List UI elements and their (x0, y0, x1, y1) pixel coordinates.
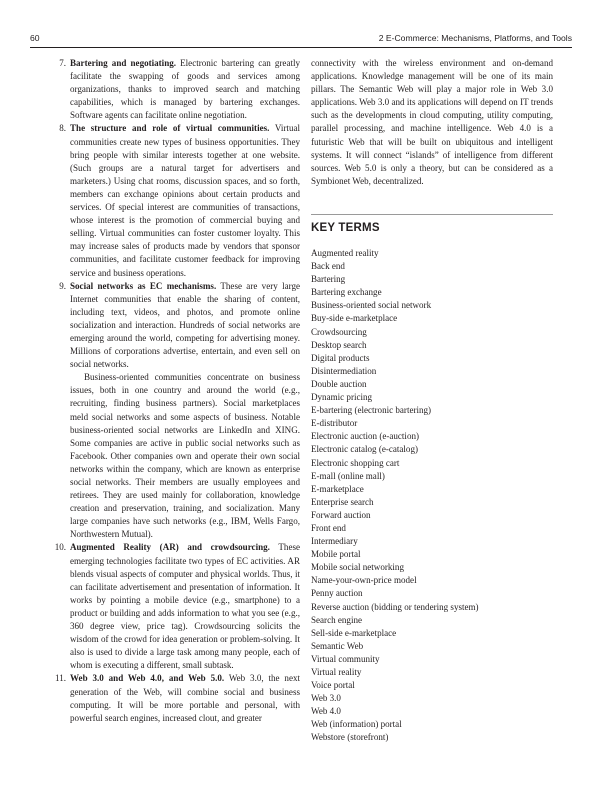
key-term: Web 3.0 (311, 693, 341, 704)
key-term: E-bartering (electronic bartering) (311, 405, 432, 416)
key-term: Mobile portal (311, 549, 361, 560)
key-term: Web (information) portal (311, 719, 402, 730)
key-term: Double auction (311, 378, 367, 389)
item-number: 11. (55, 673, 66, 684)
key-term: Intermediary (311, 536, 358, 547)
key-term: Business-oriented social network (311, 300, 432, 311)
item-body: Virtual communities create new types of business opportunities. They bring people with similar interests together at one website. (Such groups are a natural target for advertisers and marketers.) Using chat rooms, discussion spaces, and so forth, members can exchange opinions about certain products and services. Of special interest are communities of transactions, whose interest is the promotion of commercial buying and selling. Virtual communities can foster customer loyalty. This may increase sales of products made by vendors that sponsor communities, and facilitate customer feedback for improving service and business operations. (70, 123, 300, 278)
key-term: Bartering (311, 274, 346, 285)
running-title: 2 E-Commerce: Mechanisms, Platforms, and Tools (378, 33, 572, 43)
key-term: Voice portal (311, 680, 355, 691)
running-header (30, 33, 572, 47)
item-lead: Bartering and negotiating. (70, 58, 177, 68)
key-terms-list (311, 247, 479, 745)
item-lead: Social networks as EC mechanisms. (70, 280, 217, 291)
key-term: Buy-side e-marketplace (311, 313, 398, 324)
item-lead: Web 3.0 and Web 4.0, and Web 5.0. (70, 673, 225, 684)
item-body: Electronic bartering can greatly facilitate the swapping of goods and services among organizations, thanks to improved search and matching capabilities, which is managed by bartering exchanges. Software agents can facilitate online negotiation. (70, 58, 301, 121)
key-term: Bartering exchange (311, 287, 382, 298)
key-term: Desktop search (311, 339, 367, 350)
summary-item-8 (46, 122, 300, 279)
key-term: Semantic Web (311, 640, 364, 651)
continued-text: connectivity with the wireless environment and on-demand applications. Knowledge management will be one of its main pillars. The Semantic Web will play a major role in Web 3.0 applications. Web 3.0 and its applications will depend on IT trends such as the developments in cloud computing, utility computing, parallel processing, and machine intelligence. Web 4.0 is a futuristic Web that will be built on ubiquitous and intelligent systems. It will connect “islands” of intelligence from different sources. Web 5.0 is only a theory, but can be considered as a Symbionet Web, decentralized. (311, 58, 553, 186)
item-number: 8. (59, 123, 66, 134)
item-body: Web 3.0, the next generation of the Web, will combine social and business computing. It will be more portable and personal, with powerful search engines, increased clout, and greater (70, 673, 300, 723)
key-term: Sell-side e-marketplace (311, 627, 397, 638)
key-term: Electronic shopping cart (311, 457, 400, 468)
key-term: Electronic auction (e-auction) (311, 431, 420, 442)
item-lead: The structure and role of virtual communities. (70, 123, 270, 134)
item-lead: Augmented Reality (AR) and crowdsourcing. (70, 542, 270, 553)
key-terms-heading: KEY TERMS (311, 222, 380, 234)
item-text (70, 541, 300, 672)
key-term: Virtual reality (311, 667, 362, 677)
page-number: 60 (30, 33, 40, 43)
key-term: Mobile social networking (311, 562, 404, 573)
key-term: Electronic catalog (e-catalog) (311, 444, 418, 455)
summary-item-7 (46, 57, 300, 122)
key-term: Digital products (311, 352, 370, 363)
summary-item-11 (46, 672, 300, 724)
item-number: 10. (54, 542, 66, 553)
key-term: Augmented reality (311, 248, 379, 258)
summary-item-10 (46, 541, 300, 672)
key-term: Enterprise search (311, 496, 374, 507)
key-term: Dynamic pricing (311, 392, 373, 403)
item-number: 9. (59, 280, 66, 291)
item-paragraph: Business-oriented communities concentrate on business issues, both in one country and around the world (e.g., recruiting, finding business partners). Social marketplaces meld social networks and some aspects of business. Notable business-oriented social networks are LinkedIn and XING. Some companies are active in public social networks such as Facebook. Other companies own and operate their own social networks within the company, which are known as enterprise social networks. Their members are usually employees and retirees. They are used mainly for collaboration, knowledge creation and preservation, training, and socialization. Many large companies have such networks (e.g., IBM, Wells Fargo, Northwestern Mutual). (70, 372, 300, 540)
item-body: These are very large Internet communities that enable the sharing of content, including text, videos, and photos, and promote online socialization and interaction. Hundreds of social networks are emerging around the world, competing for advertising money. Millions of corporations advertise, entertain, and even sell on social networks. (70, 280, 300, 370)
key-term: Front end (311, 522, 346, 533)
item-text (70, 280, 300, 372)
key-term: E-mall (online mall) (311, 470, 385, 481)
key-term: Webstore (storefront) (311, 732, 389, 743)
item-body: These emerging technologies facilitate two types of EC activities. AR blends visual aspects of computer and physical worlds. Thus, it can facilitate advertisement and presentation of information. It works by pointing a mobile device (e.g., smartphone) to a product or building and adds information to what you see (e.g., 360 degree view, price tag). Crowdsourcing solicits the wisdom of the crowd for idea generation or problem-solving. It also is used to divide a large task among many people, each of whom is executing a different, small subtask. (70, 542, 300, 671)
key-term: Forward auction (311, 509, 371, 520)
item-text (70, 122, 300, 279)
right-column (311, 57, 553, 743)
summary-item-9 (46, 280, 300, 542)
key-term: Disintermediation (311, 365, 377, 376)
key-term: Search engine (311, 614, 362, 625)
header-rule (30, 47, 572, 48)
key-term: Virtual community (311, 653, 380, 664)
key-term: Reverse auction (bidding or tendering system) (311, 601, 479, 612)
key-term: E-distributor (311, 418, 358, 429)
left-column (46, 57, 300, 725)
key-terms-rule (311, 214, 553, 215)
key-term: E-marketplace (311, 483, 364, 494)
key-term: Crowdsourcing (311, 326, 367, 337)
item-text (70, 672, 300, 724)
key-term: Penny auction (311, 588, 363, 599)
key-term: Name-your-own-price model (311, 575, 417, 586)
item-text (70, 57, 300, 122)
key-term: Web 4.0 (311, 706, 341, 717)
key-term: Back end (311, 261, 345, 272)
item-number: 7. (59, 58, 66, 68)
